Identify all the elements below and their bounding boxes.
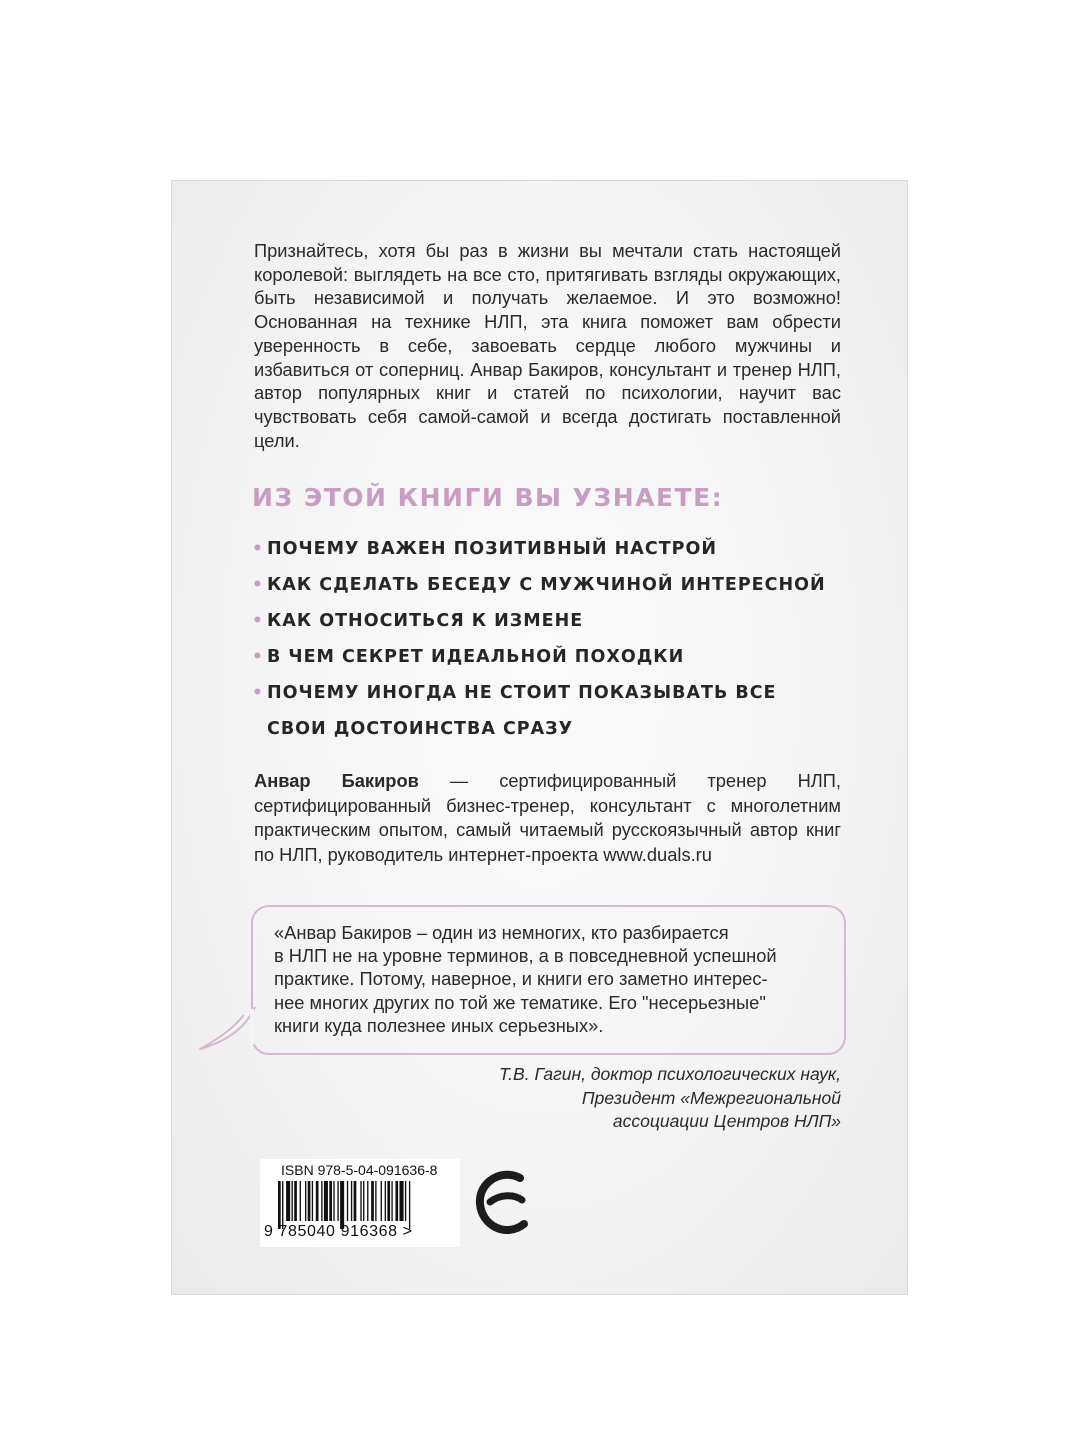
barcode-bar [351, 1181, 352, 1221]
learn-section-title: ИЗ ЭТОЙ КНИГИ ВЫ УЗНАЕТЕ: [252, 483, 724, 512]
learn-item-text: В ЧЕМ СЕКРЕТ ИДЕАЛЬНОЙ ПОХОДКИ [267, 647, 685, 667]
barcode-bar [375, 1181, 376, 1221]
barcode-bar [324, 1181, 328, 1221]
learn-item [252, 603, 826, 639]
barcode-bar [308, 1181, 311, 1221]
barcode-bar [354, 1181, 357, 1221]
barcode-bar [391, 1181, 392, 1221]
speech-bubble-tail-icon [198, 981, 258, 1051]
learn-item [252, 675, 826, 711]
barcode-bar [400, 1181, 404, 1221]
barcode-bar [337, 1181, 338, 1221]
learn-item-text: ПОЧЕМУ ИНОГДА НЕ СТОИТ ПОКАЗЫВАТЬ ВСЕ [267, 683, 777, 703]
learn-item-continuation [252, 711, 826, 747]
bullet-icon: • [252, 683, 264, 703]
barcode-bar [294, 1181, 297, 1221]
quote-text: «Анвар Бакиров – один из немногих, кто разбирается в НЛП не на уровне терминов, а в повседневной успешной практике. Потому, наверное, и книги его заметно интерес- нее многих других по той же тематике. Его "несерьезные" книги куда полезнее иных серьезных». [274, 922, 777, 1036]
barcode-bar [278, 1181, 281, 1229]
intro-text: Признайтесь, хотя бы раз в жизни вы мечтали стать настоящей королевой: выглядеть на все сто, притягивать взгляды окружающих, быть независимой и получать желаемое. И это возможно! Основанная на технике НЛП, эта книга поможет вам обрести уверенность в себе, завоевать сердце любого мужчины и избавиться от соперниц. Анвар Бакиров, консультант и тренер НЛП, автор популярных книг и статей по психологии, научит вас чувствовать себя самой-самой и всегда достигать поставленной цели. [254, 240, 841, 451]
author-name: Анвар Бакиров [254, 770, 419, 791]
learn-list [252, 531, 826, 747]
bullet-icon: • [252, 575, 264, 595]
bullet-icon: • [252, 539, 264, 559]
barcode-bar [381, 1181, 382, 1221]
barcode-digits: 9 785040 916368 > [264, 1223, 413, 1240]
barcode-bar [312, 1181, 313, 1221]
barcode-bar [286, 1181, 290, 1221]
barcode-bar [333, 1181, 334, 1221]
barcode-bar [347, 1181, 348, 1221]
barcode-bar [385, 1181, 386, 1221]
book-back-cover [171, 180, 908, 1295]
learn-item-text: КАК ОТНОСИТЬСЯ К ИЗМЕНЕ [267, 611, 584, 631]
barcode [260, 1159, 460, 1247]
learn-item-text: СВОИ ДОСТОИНСТВА СРАЗУ [267, 719, 574, 739]
author-bio [254, 769, 841, 867]
barcode-bar [409, 1181, 410, 1229]
author-bio-text: — сертифицированный тренер НЛП, сертифицированный бизнес-тренер, консультант с многолетним практическим опытом, самый читаемый русскоязычный автор книг по НЛП, руководитель интернет-проекта www.duals.ru [254, 770, 841, 865]
barcode-bar [321, 1181, 322, 1221]
barcode-bar [340, 1181, 344, 1229]
learn-item-text: ПОЧЕМУ ВАЖЕН ПОЗИТИВНЫЙ НАСТРОЙ [267, 539, 717, 559]
barcode-bar [316, 1181, 319, 1221]
barcode-bar [282, 1181, 283, 1229]
learn-item [252, 639, 826, 675]
learn-item [252, 567, 826, 603]
quote-attribution: Т.В. Гагин, доктор психологических наук, Президент «Межрегиональной ассоциации Центров НЛП» [499, 1064, 841, 1131]
bullet-icon: • [252, 647, 264, 667]
barcode-bar [363, 1181, 364, 1221]
barcode-bar [371, 1181, 374, 1221]
learn-item [252, 531, 826, 567]
barcode-bar [329, 1181, 332, 1221]
barcode-bar [367, 1181, 368, 1221]
barcode-bar [387, 1181, 390, 1221]
barcode-bar [292, 1181, 293, 1221]
barcode-bar [300, 1181, 301, 1221]
learn-item-text: КАК СДЕЛАТЬ БЕСЕДУ С МУЖЧИНОЙ ИНТЕРЕСНОЙ [267, 575, 826, 595]
bullet-icon: • [252, 611, 264, 631]
barcode-bar [305, 1181, 306, 1221]
barcode-bar [395, 1181, 398, 1221]
barcode-bar [360, 1181, 361, 1221]
eksmo-logo-icon [474, 1166, 532, 1238]
isbn-label: ISBN 978-5-04-091636-8 [281, 1162, 438, 1178]
barcode-bar [405, 1181, 406, 1221]
